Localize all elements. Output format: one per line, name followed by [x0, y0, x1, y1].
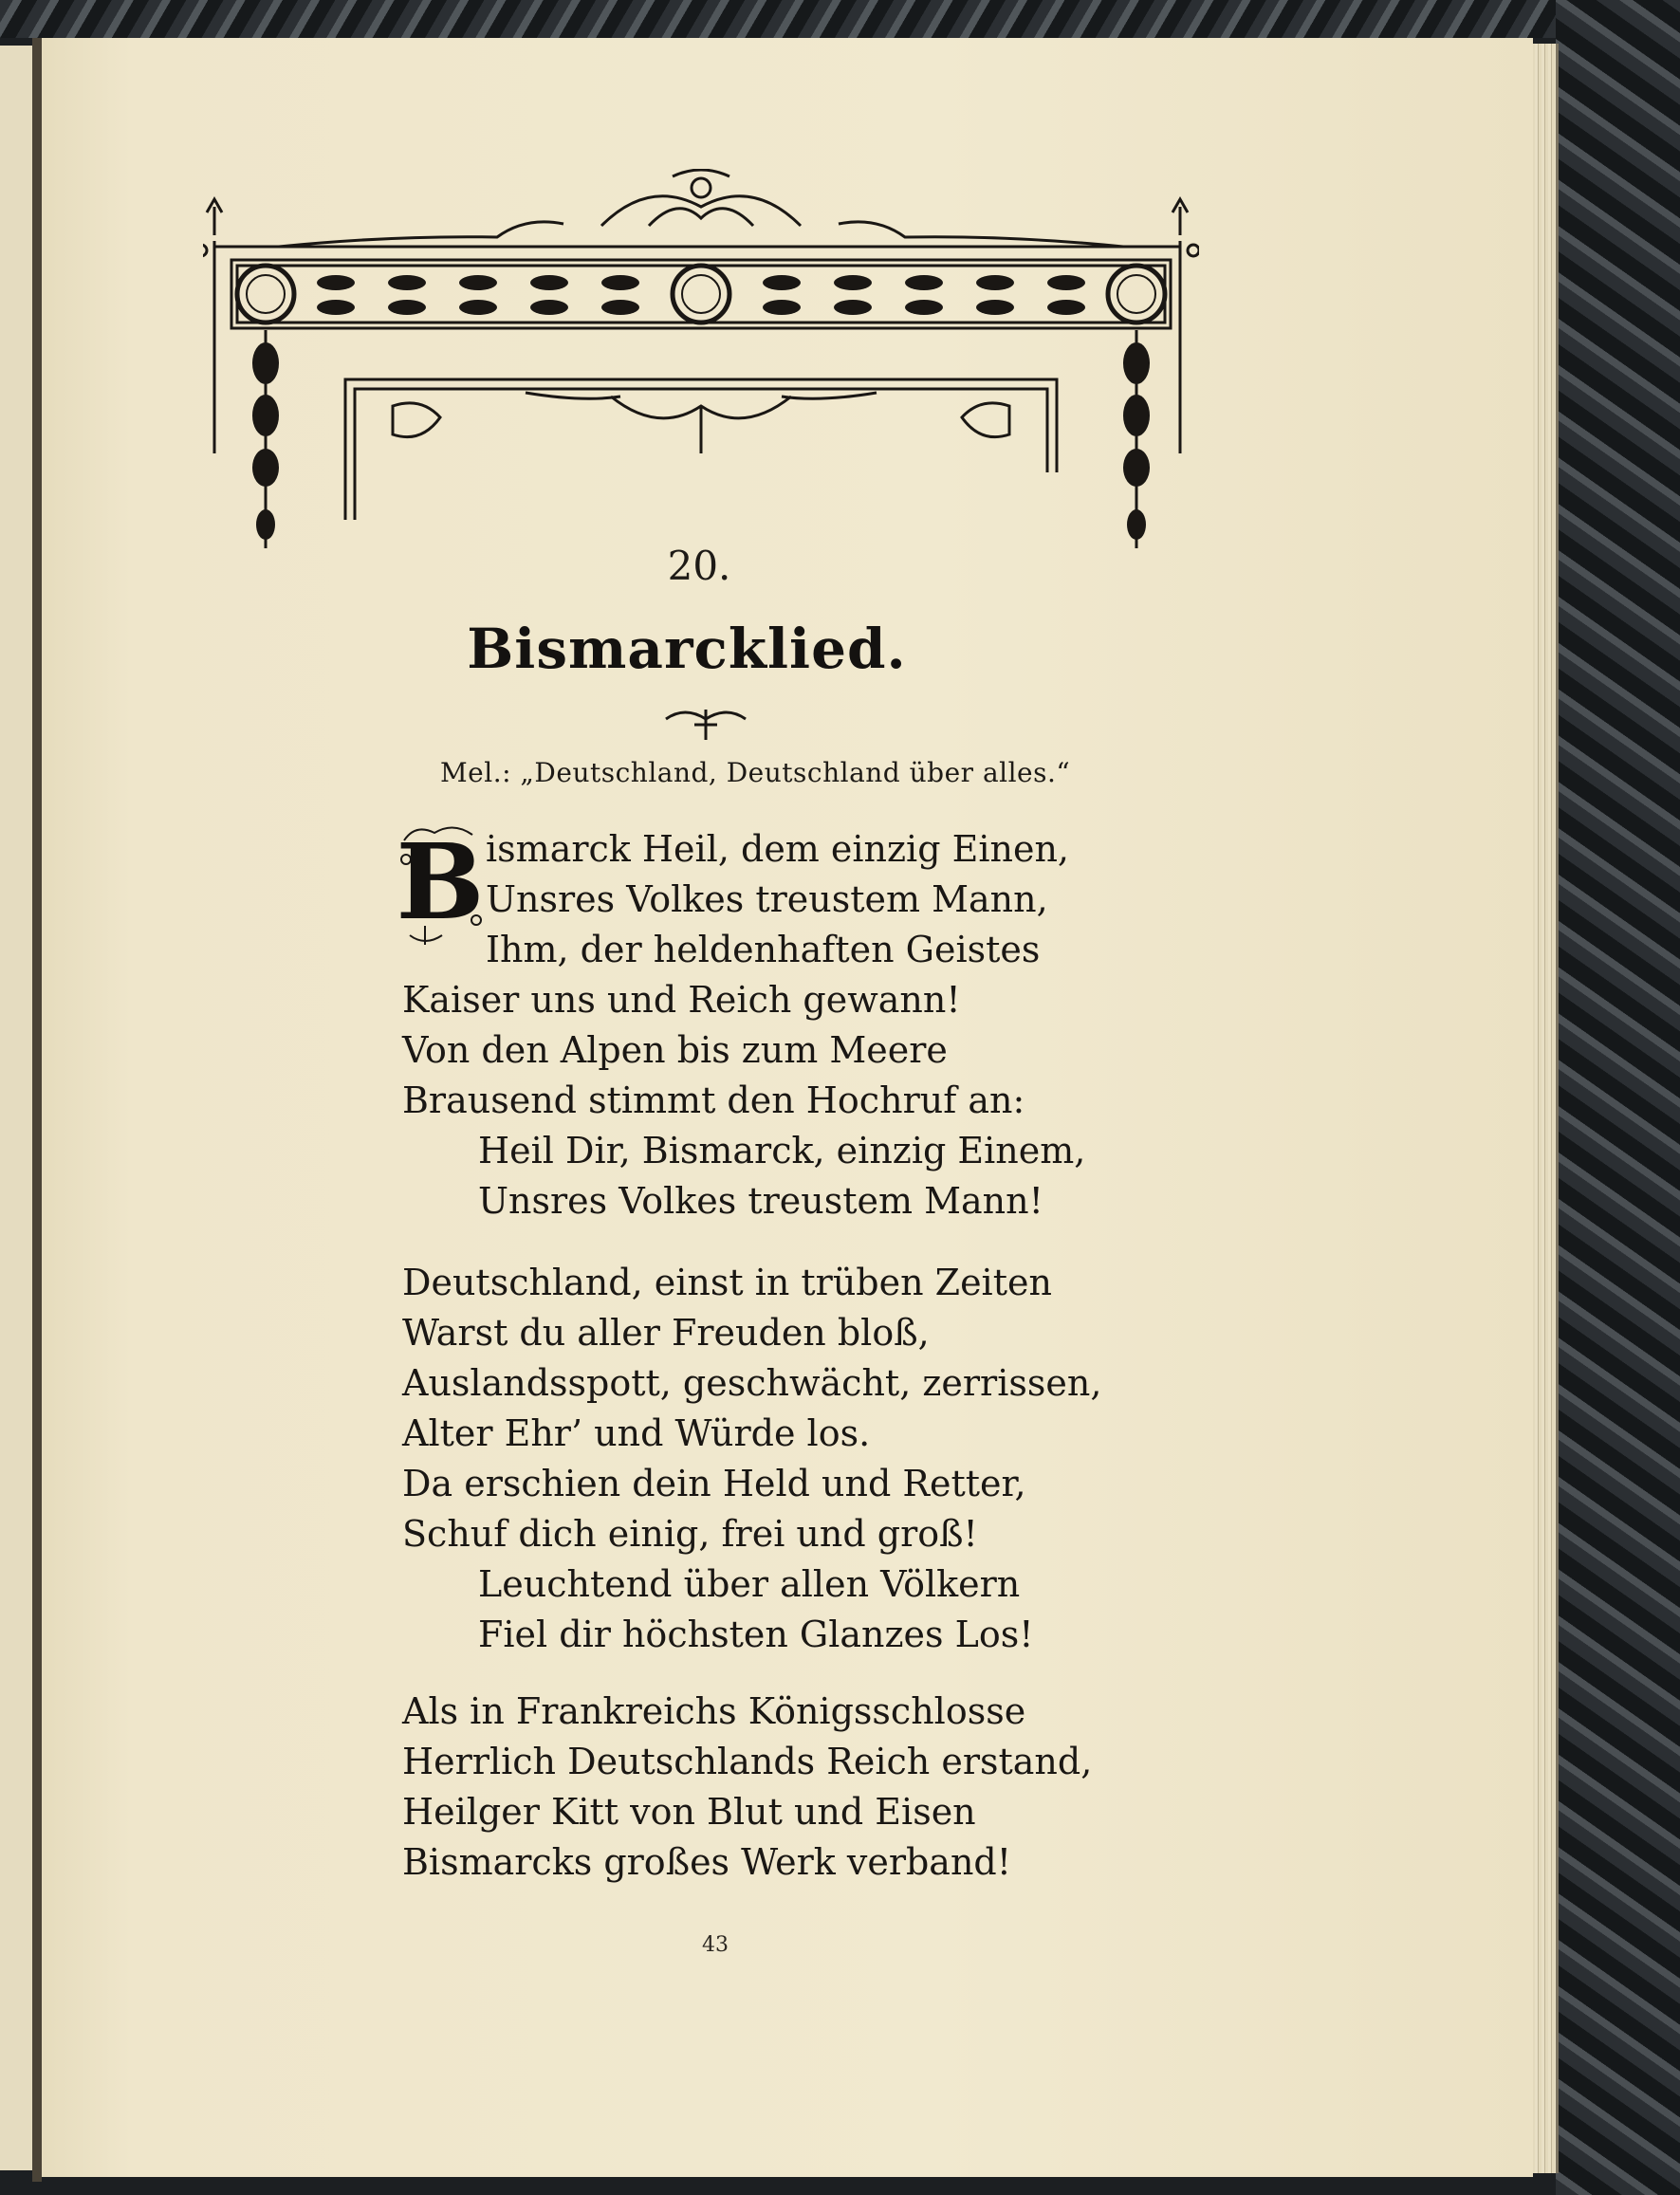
marbled-endpaper [1556, 0, 1680, 2195]
verse-line: Bismarcks großes Werk verband! [402, 1841, 1012, 1883]
verse-line: Kaiser uns und Reich gewann! [402, 979, 961, 1021]
verse-line: Ihm, der heldenhaften Geistes [486, 929, 1041, 970]
book-page [42, 38, 1533, 2177]
song-title: Bismarcklied. [467, 617, 907, 681]
verse-2 [402, 1258, 1180, 1660]
verse-line: Schuf dich einig, frei und groß! [402, 1513, 978, 1555]
song-number: 20. [667, 543, 731, 589]
verse-3 [402, 1687, 1180, 1888]
verse-line: Brausend stimmt den Hochruf an: [402, 1079, 1025, 1121]
verse-line: Da erschien dein Held und Retter, [402, 1463, 1026, 1504]
verse-line: Unsres Volkes treustem Mann, [486, 878, 1048, 920]
melody-reference: Mel.: „Deutschland, Deutschland über alles.“ [440, 757, 1071, 788]
verse-line: Auslandsspott, geschwächt, zerrissen, [402, 1362, 1102, 1404]
facing-page-edge [0, 46, 34, 2170]
verse-line: Von den Alpen bis zum Meere [402, 1029, 948, 1071]
verse-line: Heil Dir, Bismarck, einzig Einem, [478, 1130, 1086, 1171]
book-gutter [32, 38, 42, 2182]
verse-line: Fiel dir höchsten Glanzes Los! [478, 1614, 1034, 1655]
verse-line: Herrlich Deutschlands Reich erstand, [402, 1741, 1093, 1782]
verse-1 [402, 824, 1180, 1227]
marbled-endpaper-top [0, 0, 1680, 38]
verse-line: Als in Frankreichs Königsschlosse [402, 1690, 1026, 1732]
verse-line: Leuchtend über allen Völkern [478, 1563, 1021, 1605]
initial-letter: B [397, 821, 485, 943]
verse-line: Deutschland, einst in trüben Zeiten [402, 1262, 1052, 1303]
verse-line: ismarck Heil, dem einzig Einen, [486, 828, 1070, 870]
verse-line: Heilger Kitt von Blut und Eisen [402, 1791, 976, 1833]
verse-line: Unsres Volkes treustem Mann! [478, 1180, 1043, 1222]
page-number: 43 [702, 1933, 729, 1957]
flourish-ornament-icon [658, 702, 753, 744]
verse-line: Warst du aller Freuden bloß, [402, 1312, 930, 1354]
oak-wreath-ornament-icon [203, 169, 1199, 579]
verse-line: Alter Ehr’ und Würde los. [402, 1412, 871, 1454]
